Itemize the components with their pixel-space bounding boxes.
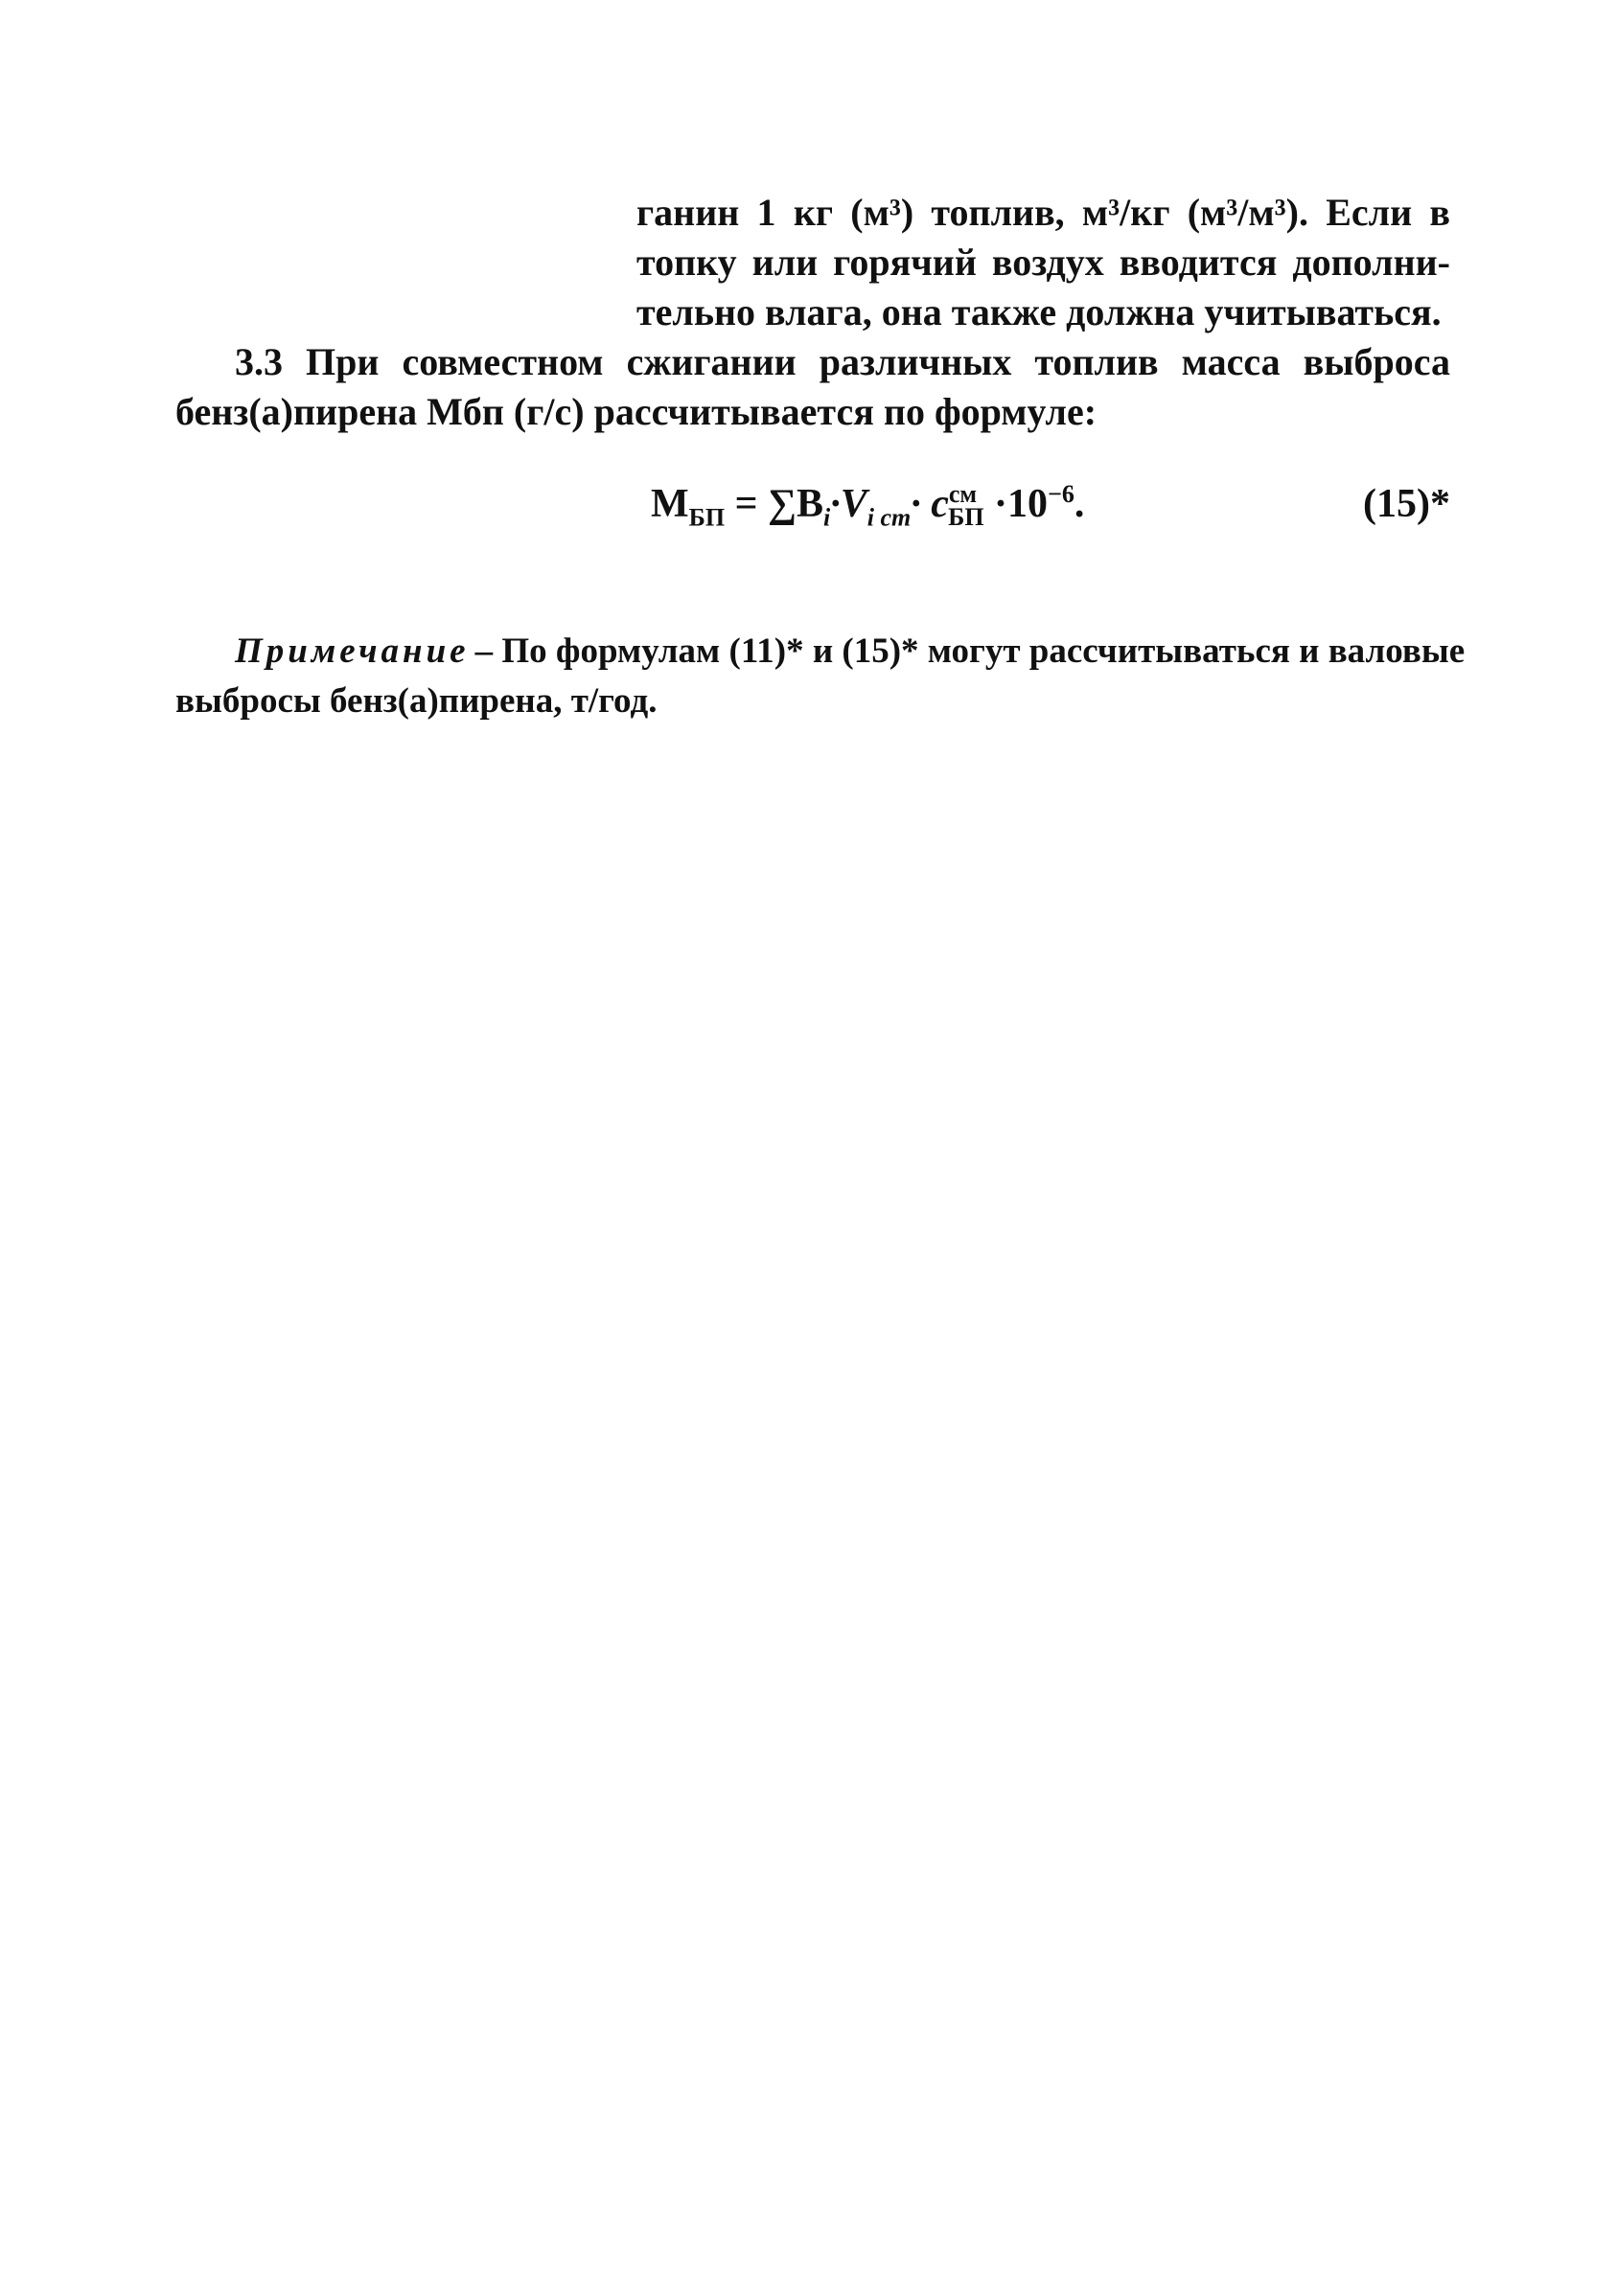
continuation-text (636, 188, 1450, 337)
formula-exponent: −6 (1048, 480, 1074, 508)
formula-c: · c (911, 482, 949, 526)
paragraph-3-3 (175, 337, 1450, 437)
equation-number: (15)* (1363, 482, 1450, 526)
formula-b-subscript: i (822, 503, 831, 532)
formula-c-superscript: см (948, 480, 978, 508)
formula-end: . (1074, 482, 1085, 526)
paragraph-3-3-line-1: 3.3 При совместном сжигании различных топлив масса выброса (235, 340, 1450, 383)
formula-v-subscript: i ст (866, 503, 912, 532)
note-label: Примечание (235, 631, 470, 671)
formula-expression (651, 480, 1085, 532)
note-line-1 (175, 627, 1466, 677)
continuation-line-1: ганин 1 кг (м³) топлив, м³/кг (м³/м³). Если в (636, 191, 1450, 234)
continuation-line-3: тельно влага, она также должна учитываться. (636, 290, 1442, 333)
formula-times: ·10 (983, 482, 1049, 526)
formula-sum: = ∑B (725, 482, 823, 526)
continuation-line-2: топку или горячий воздух вводится дополни- (636, 241, 1450, 284)
formula-15 (175, 481, 1450, 539)
note-block (175, 627, 1466, 726)
formula-v: ·V (830, 482, 867, 526)
formula-lhs-subscript: БП (688, 503, 726, 532)
formula-c-subscript: БП (948, 503, 984, 532)
formula-lhs: M (651, 482, 689, 526)
note-line-2: выбросы бенз(а)пирена, т/год. (175, 681, 658, 721)
note-line-1-text: – По формулам (11)* и (15)* могут рассчитываться и валовые (474, 631, 1466, 671)
paragraph-3-3-line-2: бенз(а)пирена Mбп (г/с) рассчитывается по формуле: (175, 390, 1097, 433)
